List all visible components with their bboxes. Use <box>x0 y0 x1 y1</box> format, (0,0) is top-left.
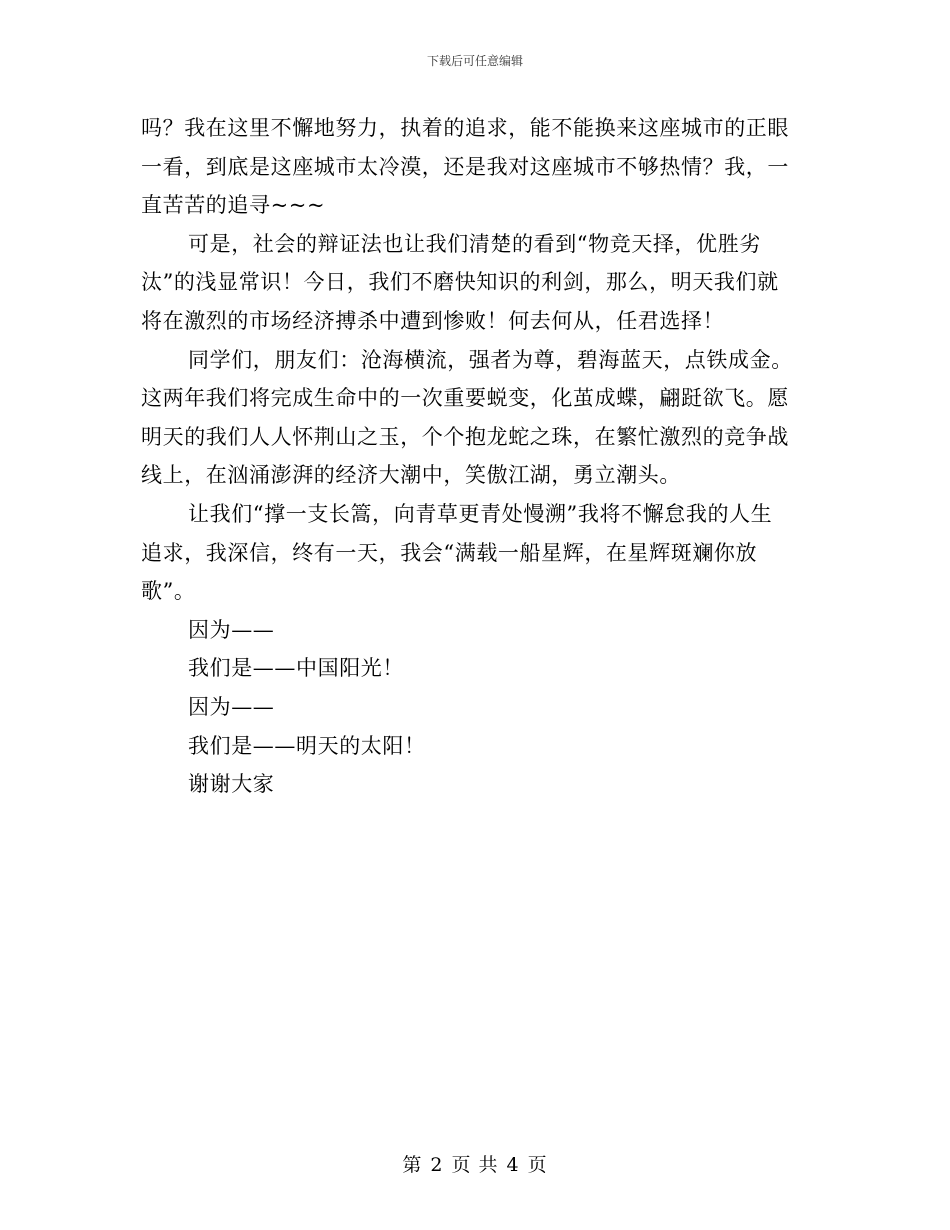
paragraph-start-line: 谢谢大家 <box>188 772 275 797</box>
paragraph-start-line: 我们是——明天的太阳！ <box>188 733 426 758</box>
page-footer-middle: 页 共 <box>451 1154 499 1176</box>
text-line: 这两年我们将完成生命中的一次重要蜕变，化茧成蝶，翩跹欲飞。愿 <box>141 386 789 411</box>
paragraph-start-line: 让我们“撑一支长篙，向青草更青处慢溯”我将不懈怠我的人生 <box>188 501 773 526</box>
paragraph-start-line: 我们是——中国阳光！ <box>188 656 404 681</box>
page-footer <box>0 1153 950 1177</box>
paragraph-start-line: 同学们，朋友们：沧海横流，强者为尊，碧海蓝天，点铁成金。 <box>188 347 793 372</box>
paragraph-start-line: 因为—— <box>188 617 275 642</box>
page-total: 4 <box>506 1154 520 1176</box>
text-line: 明天的我们人人怀荆山之玉，个个抱龙蛇之珠，在繁忙激烈的竞争战 <box>141 424 789 449</box>
text-line: 将在激烈的市场经济搏杀中遭到惨败！何去何从，任君选择！ <box>141 308 725 333</box>
paragraph-start-line: 可是，社会的辩证法也让我们清楚的看到“物竞天择，优胜劣 <box>188 231 761 256</box>
page-number: 2 <box>430 1154 444 1176</box>
text-line: 追求，我深信，终有一天，我会“满载一船星辉，在星辉斑斓你放 <box>141 540 758 565</box>
page-footer-prefix: 第 <box>402 1154 423 1176</box>
page-header: 下载后可任意编辑 <box>426 54 523 68</box>
text-line: 线上，在汹涌澎湃的经济大潮中，笑傲江湖，勇立潮头。 <box>141 463 681 488</box>
text-line: 直苦苦的追寻~~~ <box>141 193 326 218</box>
text-line: 一看，到底是这座城市太冷漠，还是我对这座城市不够热情？我，一 <box>141 154 789 179</box>
document-body <box>141 109 801 804</box>
text-line: 吗？我在这里不懈地努力，执着的追求，能不能换来这座城市的正眼 <box>141 116 789 140</box>
paragraph-start-line: 因为—— <box>188 694 275 719</box>
page-footer-suffix: 页 <box>527 1154 548 1176</box>
text-line: 汰”的浅显常识！今日，我们不磨快知识的利剑，那么，明天我们就 <box>141 270 779 295</box>
text-line: 歌”。 <box>141 579 196 604</box>
